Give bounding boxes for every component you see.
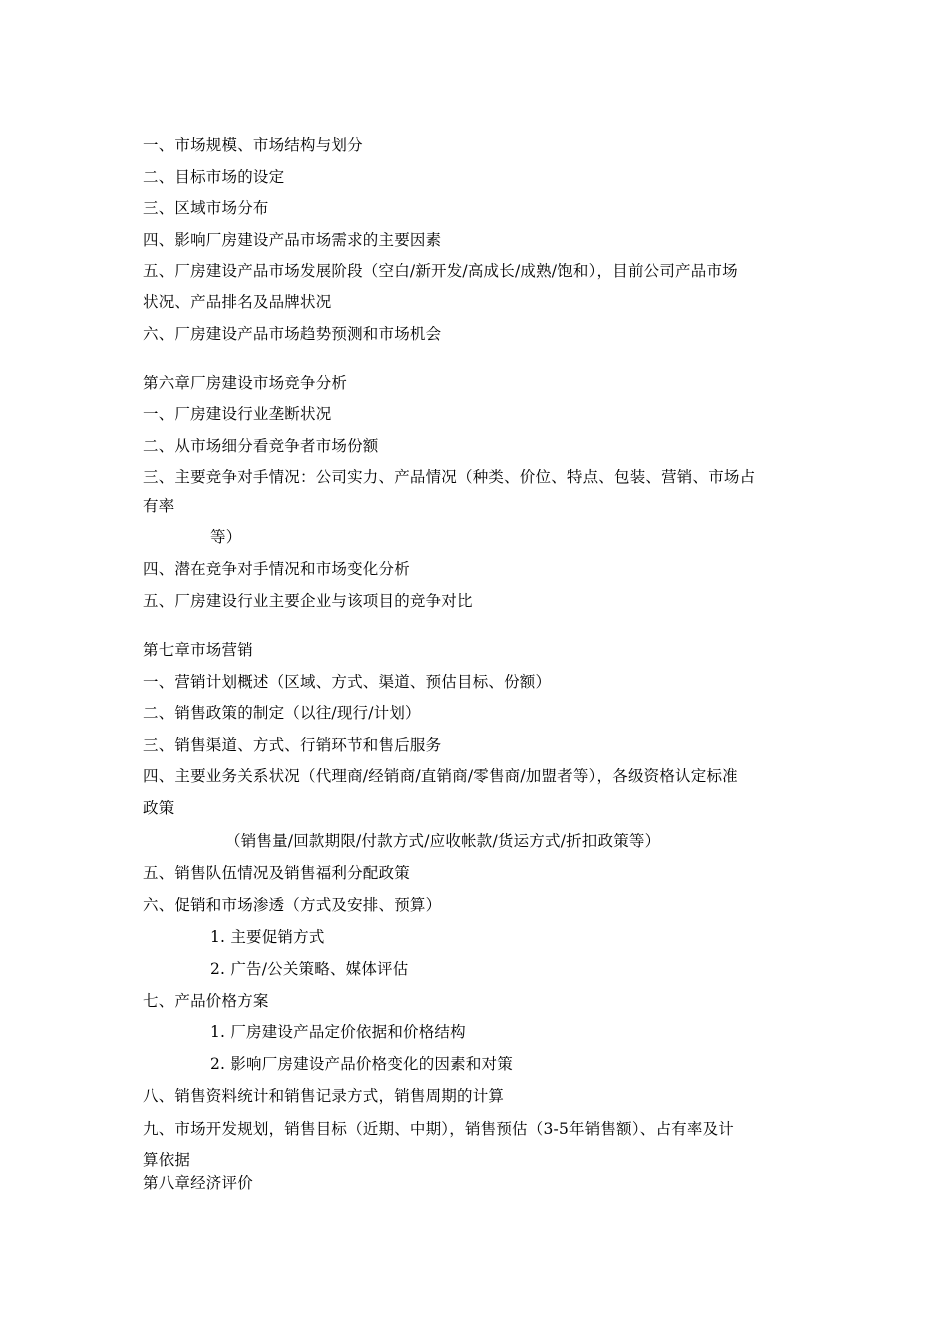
ch6-item-potential-competitors: 四、潜在竞争对手情况和市场变化分析 xyxy=(143,560,410,578)
ch7-item-market-development-cont: 算依据 xyxy=(143,1151,191,1169)
ch6-item-market-share: 二、从市场细分看竞争者市场份额 xyxy=(143,437,379,455)
ch7-subitem-pricing-factors: 2. 影响厂房建设产品价格变化的因素和对策 xyxy=(210,1055,513,1073)
ch6-item-competitors-cont: 有率 xyxy=(143,497,175,515)
ch7-subitem-advertising: 2. 广告/公关策略、媒体评估 xyxy=(210,960,409,978)
ch7-item-pricing: 七、产品价格方案 xyxy=(143,992,269,1010)
ch6-item-competitors: 三、主要竞争对手情况：公司实力、产品情况（种类、价位、特点、包装、营销、市场占 xyxy=(143,468,756,486)
item-market-stage: 五、厂房建设产品市场发展阶段（空白/新开发/高成长/成熟/饱和），目前公司产品市场 xyxy=(143,262,738,280)
ch7-item-sales-policy: 二、销售政策的制定（以往/现行/计划） xyxy=(143,704,421,722)
chapter-7-title: 第七章市场营销 xyxy=(143,641,253,659)
ch7-subitem-pricing-basis: 1. 厂房建设产品定价依据和价格结构 xyxy=(210,1023,466,1041)
ch6-item-comparison: 五、厂房建设行业主要企业与该项目的竞争对比 xyxy=(143,592,473,610)
ch7-subitem-promotion-methods: 1. 主要促销方式 xyxy=(210,928,325,946)
ch7-item-plan-overview: 一、营销计划概述（区域、方式、渠道、预估目标、份额） xyxy=(143,673,552,691)
ch6-item-competitors-end: 等） xyxy=(210,528,242,546)
ch7-item-business-relations: 四、主要业务关系状况（代理商/经销商/直销商/零售商/加盟者等），各级资格认定标准 xyxy=(143,767,738,785)
ch6-item-monopoly: 一、厂房建设行业垄断状况 xyxy=(143,405,332,423)
ch7-item-promotion: 六、促销和市场渗透（方式及安排、预算） xyxy=(143,896,442,914)
ch7-item-sales-statistics: 八、销售资料统计和销售记录方式，销售周期的计算 xyxy=(143,1087,505,1105)
chapter-6-title: 第六章厂房建设市场竞争分析 xyxy=(143,374,348,392)
chapter-8-title: 第八章经济评价 xyxy=(143,1174,253,1192)
item-market-stage-cont: 状况、产品排名及品牌状况 xyxy=(143,293,332,311)
item-target-market: 二、目标市场的设定 xyxy=(143,168,285,186)
ch7-item-market-development: 九、市场开发规划，销售目标（近期、中期），销售预估（3-5年销售额）、占有率及计 xyxy=(143,1120,734,1138)
ch7-item-sales-channels: 三、销售渠道、方式、行销环节和售后服务 xyxy=(143,736,442,754)
item-demand-factors: 四、影响厂房建设产品市场需求的主要因素 xyxy=(143,231,442,249)
ch7-item-sales-team: 五、销售队伍情况及销售福利分配政策 xyxy=(143,864,410,882)
ch7-item-business-relations-cont: 政策 xyxy=(143,799,175,817)
ch7-item-business-relations-detail: （销售量/回款期限/付款方式/应收帐款/货运方式/折扣政策等） xyxy=(225,832,661,850)
item-market-scale: 一、市场规模、市场结构与划分 xyxy=(143,136,363,154)
item-regional-market: 三、区域市场分布 xyxy=(143,199,269,217)
item-market-trend: 六、厂房建设产品市场趋势预测和市场机会 xyxy=(143,325,442,343)
